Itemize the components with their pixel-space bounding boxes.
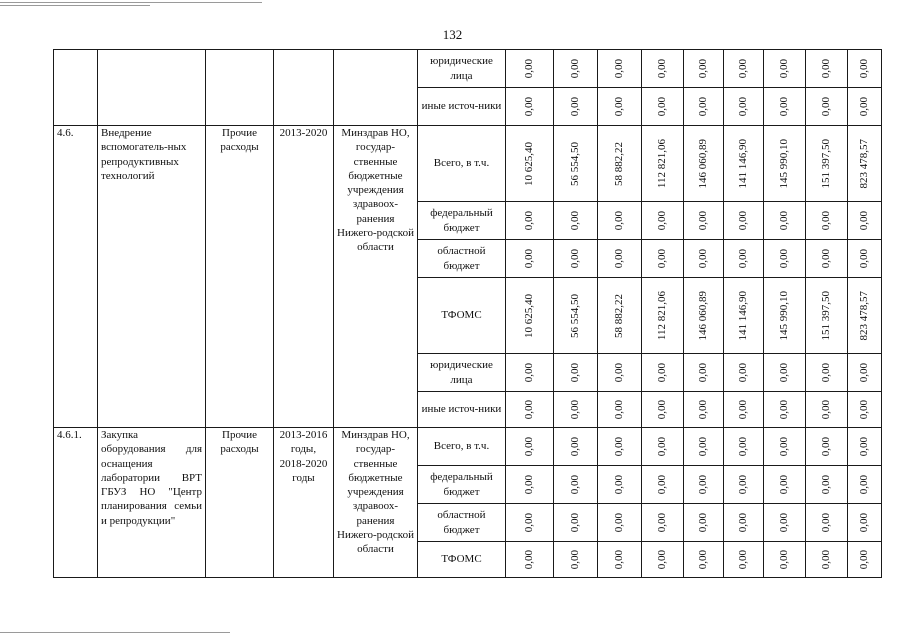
value-cell [848,126,882,202]
value-text: 0,00 [697,58,710,79]
value-cell [764,466,806,504]
value-cell [598,354,642,392]
value-cell [554,278,598,354]
value-cell [764,126,806,202]
value-text: 0,00 [858,549,871,570]
value-cell [598,50,642,88]
years-cell: 2013-2016 годы, 2018-2020 годы [274,428,334,578]
value-text: 0,00 [697,96,710,117]
value-text: 0,00 [613,58,626,79]
value-text: 0,00 [569,58,582,79]
value-text: 0,00 [737,474,750,495]
value-cell [848,466,882,504]
value-cell [598,88,642,126]
value-cell [764,542,806,578]
value-cell [848,354,882,392]
value-text: 112 821,06 [656,290,669,341]
value-cell [684,278,724,354]
value-cell [598,504,642,542]
value-text: 146 060,89 [697,290,710,341]
value-text: 0,00 [656,474,669,495]
value-cell [724,50,764,88]
value-cell [684,542,724,578]
value-text: 141 146,90 [737,138,750,189]
value-text: 0,00 [858,512,871,533]
responsible-org-cell [334,50,418,126]
value-text: 145 990,10 [778,138,791,189]
value-text: 0,00 [858,399,871,420]
value-cell [806,428,848,466]
value-cell [554,392,598,428]
value-text: 823 478,57 [858,290,871,341]
value-text: 0,00 [613,362,626,383]
value-cell [598,466,642,504]
funding-source-label: иные источ-ники [418,88,506,126]
value-text: 141 146,90 [737,290,750,341]
funding-source-label: Всего, в т.ч. [418,428,506,466]
value-cell [506,504,554,542]
value-cell [764,392,806,428]
funding-source-label: областной бюджет [418,240,506,278]
value-text: 0,00 [697,436,710,457]
value-cell [554,466,598,504]
value-cell [724,542,764,578]
value-text: 0,00 [569,362,582,383]
measure-name-cell: Закупка оборудования для оснащения лаборатории ВРТ ГБУЗ НО "Центр планирования семьи и репродукции" [98,428,206,578]
value-cell [764,428,806,466]
funding-source-label: иные источ-ники [418,392,506,428]
value-cell [806,466,848,504]
value-text: 0,00 [820,474,833,495]
value-text: 0,00 [778,549,791,570]
value-text: 0,00 [778,474,791,495]
table-row [54,126,882,202]
value-text: 0,00 [569,96,582,117]
row-number-cell: 4.6.1. [54,428,98,578]
value-text: 0,00 [656,549,669,570]
value-text: 58 882,22 [613,293,626,338]
value-cell [598,202,642,240]
value-cell [598,542,642,578]
value-cell [848,240,882,278]
scan-edge-line [0,5,150,6]
value-cell [554,428,598,466]
value-cell [506,278,554,354]
responsible-org-cell: Минздрав НО, государ-ственные бюджетные учреждения здравоох-ранения Нижего-родской области [334,126,418,428]
funding-source-label: Всего, в т.ч. [418,126,506,202]
value-text: 0,00 [820,210,833,231]
value-text: 0,00 [820,248,833,269]
years-cell: 2013-2020 [274,126,334,428]
value-text: 0,00 [656,436,669,457]
value-cell [806,542,848,578]
value-text: 0,00 [778,58,791,79]
value-cell [684,392,724,428]
value-cell [848,542,882,578]
value-cell [506,466,554,504]
value-cell [506,354,554,392]
value-text: 0,00 [613,96,626,117]
value-text: 0,00 [523,248,536,269]
value-text: 0,00 [523,96,536,117]
expense-type-cell: Прочие расходы [206,126,274,428]
value-cell [684,466,724,504]
value-text: 146 060,89 [697,138,710,189]
value-text: 0,00 [656,210,669,231]
value-text: 0,00 [737,436,750,457]
value-text: 56 554,50 [569,141,582,186]
value-text: 0,00 [569,549,582,570]
funding-source-label: областной бюджет [418,504,506,542]
value-cell [806,354,848,392]
value-cell [598,240,642,278]
value-text: 0,00 [697,512,710,533]
value-cell [506,202,554,240]
value-text: 0,00 [820,399,833,420]
value-cell [506,126,554,202]
funding-source-label: ТФОМС [418,542,506,578]
value-text: 0,00 [858,210,871,231]
value-cell [642,354,684,392]
value-cell [642,466,684,504]
value-text: 0,00 [697,210,710,231]
value-cell [554,504,598,542]
value-text: 0,00 [858,58,871,79]
value-text: 10 625,40 [523,141,536,186]
value-cell [684,126,724,202]
value-text: 58 882,22 [613,141,626,186]
value-text: 0,00 [778,96,791,117]
value-text: 56 554,50 [569,293,582,338]
value-cell [642,88,684,126]
value-cell [848,88,882,126]
value-cell [684,202,724,240]
value-cell [598,126,642,202]
value-text: 0,00 [613,436,626,457]
value-text: 0,00 [697,549,710,570]
value-text: 0,00 [737,248,750,269]
value-cell [724,466,764,504]
value-text: 0,00 [697,474,710,495]
value-cell [848,392,882,428]
value-text: 0,00 [569,512,582,533]
value-cell [724,504,764,542]
value-text: 0,00 [858,362,871,383]
value-text: 0,00 [737,96,750,117]
table-row [54,50,882,88]
value-text: 0,00 [697,362,710,383]
value-text: 0,00 [523,549,536,570]
value-text: 0,00 [820,436,833,457]
value-text: 0,00 [858,248,871,269]
value-text: 0,00 [737,399,750,420]
value-text: 0,00 [613,474,626,495]
table-row [54,428,882,466]
value-text: 0,00 [656,58,669,79]
value-text: 0,00 [656,96,669,117]
value-text: 0,00 [613,210,626,231]
value-cell [642,392,684,428]
measure-name-cell [98,50,206,126]
funding-source-label: федеральный бюджет [418,466,506,504]
scan-edge-line [0,2,262,3]
value-text: 0,00 [569,210,582,231]
value-text: 0,00 [523,474,536,495]
value-text: 0,00 [697,399,710,420]
value-text: 0,00 [523,399,536,420]
value-text: 0,00 [778,362,791,383]
value-text: 0,00 [656,362,669,383]
value-text: 0,00 [613,549,626,570]
value-text: 0,00 [523,210,536,231]
expense-type-cell: Прочие расходы [206,428,274,578]
value-cell [598,392,642,428]
budget-table [53,49,882,578]
page-number: 132 [442,27,463,42]
value-text: 0,00 [569,436,582,457]
value-cell [724,428,764,466]
value-cell [724,392,764,428]
value-cell [848,50,882,88]
funding-source-label: федеральный бюджет [418,202,506,240]
value-text: 0,00 [613,248,626,269]
value-cell [506,240,554,278]
value-cell [806,126,848,202]
value-cell [806,278,848,354]
value-cell [506,392,554,428]
value-cell [848,428,882,466]
expense-type-cell [206,50,274,126]
value-text: 823 478,57 [858,138,871,189]
value-text: 0,00 [737,549,750,570]
value-cell [554,126,598,202]
value-text: 145 990,10 [778,290,791,341]
value-text: 0,00 [569,474,582,495]
row-number-cell [54,50,98,126]
value-cell [724,202,764,240]
value-cell [506,542,554,578]
row-number-cell: 4.6. [54,126,98,428]
value-cell [642,504,684,542]
value-text: 151 397,50 [820,138,833,189]
value-text: 0,00 [523,512,536,533]
value-text: 10 625,40 [523,293,536,338]
value-text: 0,00 [778,399,791,420]
value-text: 0,00 [697,248,710,269]
value-cell [642,542,684,578]
value-text: 0,00 [778,210,791,231]
value-text: 0,00 [523,58,536,79]
value-text: 0,00 [569,399,582,420]
value-cell [684,50,724,88]
value-text: 0,00 [778,248,791,269]
measure-name-text [101,50,202,96]
value-cell [642,428,684,466]
value-cell [554,88,598,126]
value-cell [642,278,684,354]
value-cell [764,354,806,392]
value-cell [764,202,806,240]
value-cell [642,202,684,240]
value-text: 0,00 [737,210,750,231]
value-text: 0,00 [523,436,536,457]
value-cell [806,202,848,240]
value-cell [684,88,724,126]
value-cell [684,504,724,542]
value-cell [806,504,848,542]
value-text: 0,00 [778,436,791,457]
value-cell [642,240,684,278]
value-text: 0,00 [820,96,833,117]
value-cell [806,50,848,88]
value-text: 0,00 [820,58,833,79]
value-cell [684,428,724,466]
value-cell [506,428,554,466]
value-text: 0,00 [613,512,626,533]
value-text: 0,00 [569,248,582,269]
value-cell [724,278,764,354]
value-text: 151 397,50 [820,290,833,341]
value-cell [554,50,598,88]
value-text: 0,00 [820,549,833,570]
value-text: 0,00 [858,436,871,457]
value-text: 0,00 [778,512,791,533]
value-text: 0,00 [613,399,626,420]
value-cell [764,504,806,542]
value-text: 0,00 [656,512,669,533]
value-cell [598,428,642,466]
value-cell [684,354,724,392]
value-cell [554,354,598,392]
value-cell [848,202,882,240]
measure-name-cell: Внедрение вспомогатель-ных репродуктивных технологий [98,126,206,428]
years-cell [274,50,334,126]
value-cell [764,50,806,88]
value-text: 0,00 [737,512,750,533]
funding-source-label: юридические лица [418,50,506,88]
value-cell [642,50,684,88]
value-cell [554,542,598,578]
value-cell [764,88,806,126]
value-cell [724,88,764,126]
value-cell [764,240,806,278]
value-cell [764,278,806,354]
value-text: 0,00 [523,362,536,383]
value-cell [806,88,848,126]
value-text: 112 821,06 [656,138,669,189]
value-cell [684,240,724,278]
value-text: 0,00 [858,96,871,117]
value-text: 0,00 [820,512,833,533]
value-text: 0,00 [858,474,871,495]
value-cell [506,88,554,126]
value-cell [806,240,848,278]
responsible-org-cell: Минздрав НО, государ-ственные бюджетные учреждения здравоох-ранения Нижего-родской области [334,428,418,578]
value-cell [848,504,882,542]
scan-edge-line [0,632,230,633]
value-cell [506,50,554,88]
value-cell [554,202,598,240]
value-cell [724,354,764,392]
value-text: 0,00 [737,58,750,79]
funding-source-label: ТФОМС [418,278,506,354]
funding-source-label: юридические лица [418,354,506,392]
value-cell [642,126,684,202]
value-cell [848,278,882,354]
value-text: 0,00 [737,362,750,383]
value-cell [724,240,764,278]
value-cell [806,392,848,428]
value-text: 0,00 [656,399,669,420]
value-text: 0,00 [820,362,833,383]
value-cell [554,240,598,278]
value-cell [598,278,642,354]
value-cell [724,126,764,202]
value-text: 0,00 [656,248,669,269]
